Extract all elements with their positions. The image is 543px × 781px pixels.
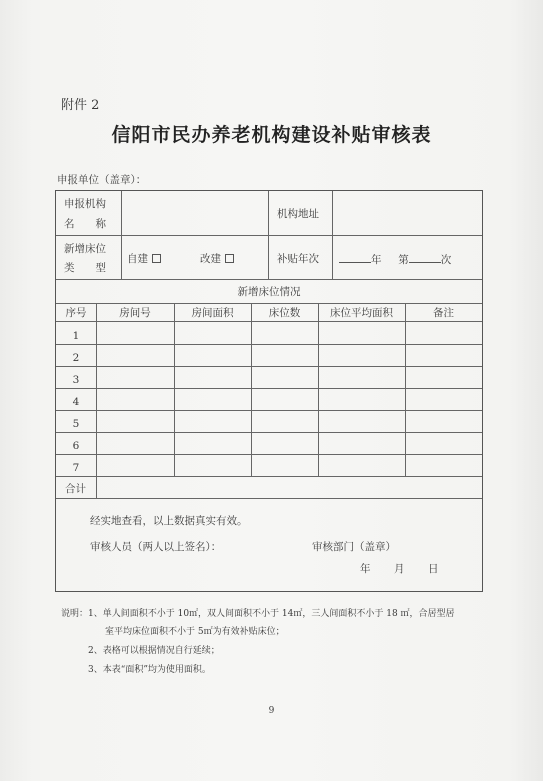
subsidy-year-label: 补贴年次	[277, 253, 319, 265]
new-beds-section-title: 新增床位情况	[237, 286, 301, 298]
review-form-table	[55, 190, 483, 592]
org-address-label: 机构地址	[277, 208, 319, 220]
self-build-checkbox[interactable]	[152, 254, 161, 263]
bed-type-label-2: 类 型	[64, 262, 106, 274]
renovation-option[interactable]	[200, 252, 234, 266]
verification-statement: 经实地查看，以上数据真实有效。	[90, 515, 248, 527]
org-name-label-2: 名 称	[64, 218, 106, 230]
col-header-bed-count: 床位数	[268, 307, 301, 319]
org-name-label: 申报机构	[64, 198, 106, 210]
col-header-index: 序号	[65, 307, 87, 319]
note-line-2: 室平均床位面积不小于 5㎡为有效补贴床位；	[105, 627, 285, 637]
col-divider	[96, 303, 97, 498]
col-divider	[318, 303, 319, 476]
batch-suffix: 次	[440, 254, 452, 266]
date-year: 年	[360, 563, 371, 575]
row-divider	[56, 235, 482, 236]
page-title: 信阳市民办养老机构建设补贴审核表	[111, 124, 432, 146]
col-header-avg-area: 床位平均面积	[330, 307, 393, 319]
subsidy-year-field[interactable]	[339, 252, 451, 267]
col-divider	[251, 303, 252, 476]
col-divider	[174, 303, 175, 476]
row-divider	[56, 321, 482, 322]
col-divider	[405, 303, 406, 476]
self-build-option[interactable]	[127, 252, 161, 266]
row-number: 4	[72, 396, 80, 408]
renovation-label: 改建	[200, 253, 221, 265]
col-divider	[121, 191, 122, 279]
row-number: 5	[72, 418, 80, 430]
note-line-3: 2、表格可以根据情况自行延续；	[88, 646, 220, 656]
year-blank[interactable]	[339, 252, 371, 263]
row-divider	[56, 432, 482, 433]
col-header-room-area: 房间面积	[191, 307, 234, 319]
reviewer-signature-label: 审核人员（两人以上签名）：	[90, 541, 222, 553]
batch-blank[interactable]	[409, 252, 441, 263]
row-number: 3	[72, 374, 80, 386]
review-dept-stamp-label: 审核部门（盖章）	[312, 541, 396, 553]
row-divider	[56, 388, 482, 389]
row-number: 6	[72, 440, 80, 452]
applicant-unit-label: 申报单位（盖章）：	[57, 174, 147, 186]
batch-prefix: 第	[398, 254, 409, 266]
bed-type-label: 新增床位	[64, 243, 106, 255]
annex-label: 附件 2	[61, 98, 100, 113]
row-divider	[56, 279, 482, 280]
row-divider	[56, 476, 482, 477]
date-month: 月	[394, 563, 405, 575]
row-divider	[56, 454, 482, 455]
col-divider	[332, 191, 333, 279]
row-divider	[56, 366, 482, 367]
note-line-1: 说明：1、单人间面积不小于 10㎡，双人间面积不小于 14㎡，三人间面积不小于 18 ㎡，合居型居	[61, 609, 455, 619]
page-number: 9	[268, 706, 275, 716]
row-number: 7	[72, 462, 80, 474]
row-divider	[56, 344, 482, 345]
renovation-checkbox[interactable]	[225, 254, 234, 263]
year-suffix: 年	[371, 254, 382, 266]
date-day: 日	[428, 563, 439, 575]
self-build-label: 自建	[127, 253, 148, 265]
row-number: 1	[72, 330, 80, 342]
row-divider	[56, 410, 482, 411]
col-header-room-no: 房间号	[119, 307, 151, 319]
row-divider	[56, 303, 482, 304]
row-number: 2	[72, 352, 80, 364]
col-divider	[268, 191, 269, 279]
note-line-4: 3、本表“面积”均为使用面积。	[88, 665, 211, 675]
row-divider	[56, 498, 482, 499]
total-label: 合计	[65, 483, 86, 495]
col-header-remarks: 备注	[433, 307, 454, 319]
